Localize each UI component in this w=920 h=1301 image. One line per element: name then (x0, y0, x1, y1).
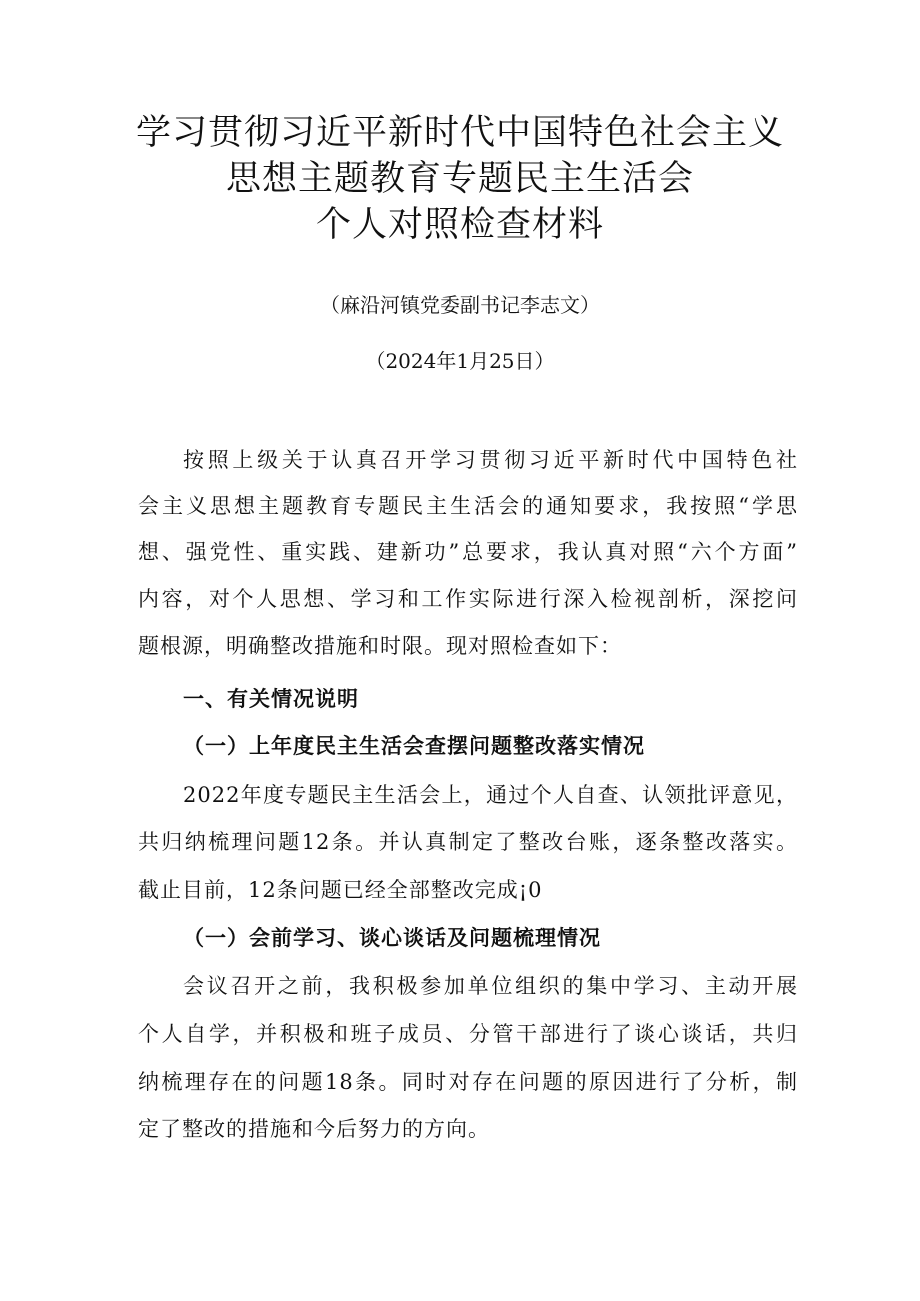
subsection-heading: （一）上年度民主生活会查摆问题整改落实情况 (183, 734, 645, 758)
document-author: （麻沿河镇党委副书记李志文） (320, 293, 600, 317)
document-title-line-3: 个人对照检查材料 (315, 205, 604, 245)
subsection-paragraph-line: 纳梳理存在的问题18条。同时对存在问题的原因进行了分析，制 (138, 1070, 798, 1094)
subsection-paragraph-line: 共归纳梳理问题12条。并认真制定了整改台账，逐条整改落实。 (138, 830, 798, 854)
document-title-line-1: 学习贯彻习近平新时代中国特色社会主义 (135, 113, 784, 153)
subsection-paragraph-line: 会议召开之前，我积极参加单位组织的集中学习、主动开展 (183, 974, 798, 998)
document-date: （2024年1月25日） (365, 349, 555, 373)
subsection-paragraph-line: 2022年度专题民主生活会上，通过个人自查、认领批评意见， (183, 783, 798, 807)
subsection-paragraph-line: 定了整改的措施和今后努力的方向。 (138, 1117, 490, 1141)
intro-paragraph-line: 内容，对个人思想、学习和工作实际进行深入检视剖析，深挖问 (138, 587, 798, 611)
subsection-paragraph-line: 截止目前，12条问题已经全部整改完成¡0 (138, 878, 543, 902)
intro-paragraph-line: 想、强党性、重实践、建新功”总要求，我认真对照“六个方面” (138, 540, 798, 564)
document-title-line-2: 思想主题教育专题民主生活会 (225, 159, 694, 199)
subsection-paragraph-line: 个人自学，并积极和班子成员、分管干部进行了谈心谈话，共归 (138, 1022, 798, 1046)
intro-paragraph-line: 会主义思想主题教育专题民主生活会的通知要求，我按照“学思 (138, 494, 798, 518)
intro-paragraph-line: 题根源，明确整改措施和时限。现对照检查如下： (138, 634, 622, 658)
subsection-heading: （一）会前学习、谈心谈话及问题梳理情况 (183, 926, 601, 950)
section-heading: 一、有关情况说明 (183, 687, 359, 711)
intro-paragraph-line: 按照上级关于认真召开学习贯彻习近平新时代中国特色社 (183, 448, 798, 472)
